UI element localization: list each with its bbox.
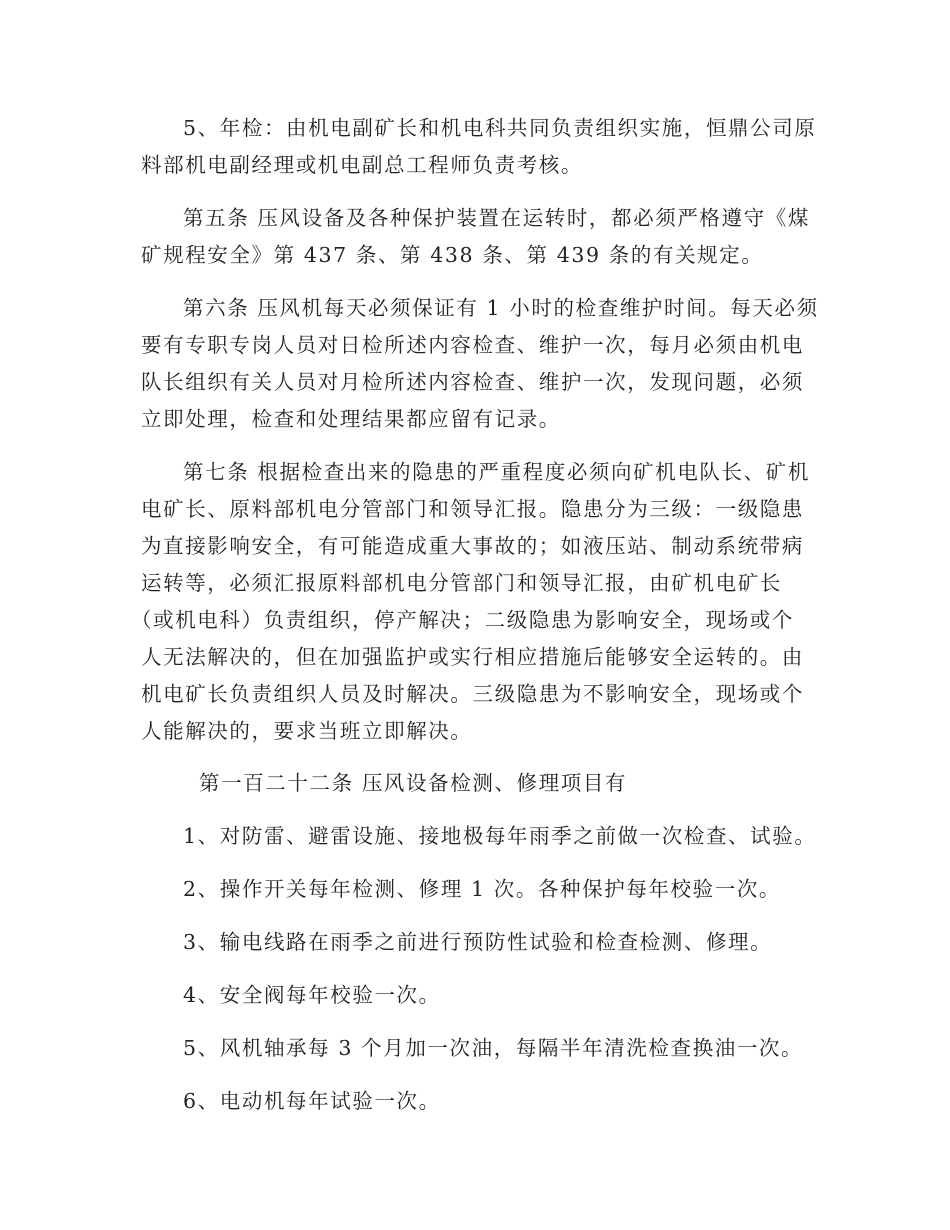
- text-line: 料部机电副经理或机电副总工程师负责考核。: [141, 153, 583, 177]
- text-line: 4、安全阀每年校验一次。: [183, 983, 441, 1007]
- text-line: 人无法解决的，但在加强监护或实行相应措施后能够安全运转的。由: [141, 645, 804, 669]
- text-line: 第六条 压风机每天必须保证有 1 小时的检查维护时间。每天必须: [183, 296, 819, 320]
- text-line: 6、电动机每年试验一次。: [183, 1089, 441, 1113]
- text-line: 为直接影响安全，有可能造成重大事故的；如液压站、制动系统带病: [141, 534, 804, 558]
- text-line: 2、操作开关每年检测、修理 1 次。各种保护每年校验一次。: [183, 877, 782, 901]
- text-line: 电矿长、原料部机电分管部门和领导汇报。隐患分为三级：一级隐患: [141, 497, 804, 521]
- text-line: 机电矿长负责组织人员及时解决。三级隐患为不影响安全，现场或个: [141, 682, 804, 706]
- text-line: 矿规程安全》第 437 条、第 438 条、第 439 条的有关规定。: [141, 243, 764, 267]
- text-line: 第七条 根据检查出来的隐患的严重程度必须向矿机电队长、矿机: [183, 460, 810, 484]
- text-line: 运转等，必须汇报原料部机电分管部门和领导汇报，由矿机电矿长: [141, 571, 782, 595]
- text-line: 5、风机轴承每 3 个月加一次油，每隔半年清洗检查换油一次。: [183, 1036, 804, 1060]
- text-line: 要有专职专岗人员对日检所述内容检查、维护一次，每月必须由机电: [141, 333, 804, 357]
- text-line: 立即处理，检查和处理结果都应留有记录。: [141, 407, 561, 431]
- text-line: （或机电科）负责组织，停产解决；二级隐患为影响安全，现场或个: [131, 608, 794, 632]
- text-line: 1、对防雷、避雷设施、接地极每年雨季之前做一次检查、试验。: [183, 824, 817, 848]
- text-line: 5、年检：由机电副矿长和机电科共同负责组织实施，恒鼎公司原: [183, 116, 817, 140]
- section-heading: 第一百二十二条 压风设备检测、修理项目有: [199, 771, 628, 795]
- text-line: 队长组织有关人员对月检所述内容检查、维护一次，发现问题，必须: [141, 370, 804, 394]
- text-line: 人能解决的，要求当班立即解决。: [141, 719, 473, 743]
- text-line: 3、输电线路在雨季之前进行预防性试验和检查检测、修理。: [183, 930, 773, 954]
- text-line: 第五条 压风设备及各种保护装置在运转时，都必须严格遵守《煤: [183, 206, 810, 230]
